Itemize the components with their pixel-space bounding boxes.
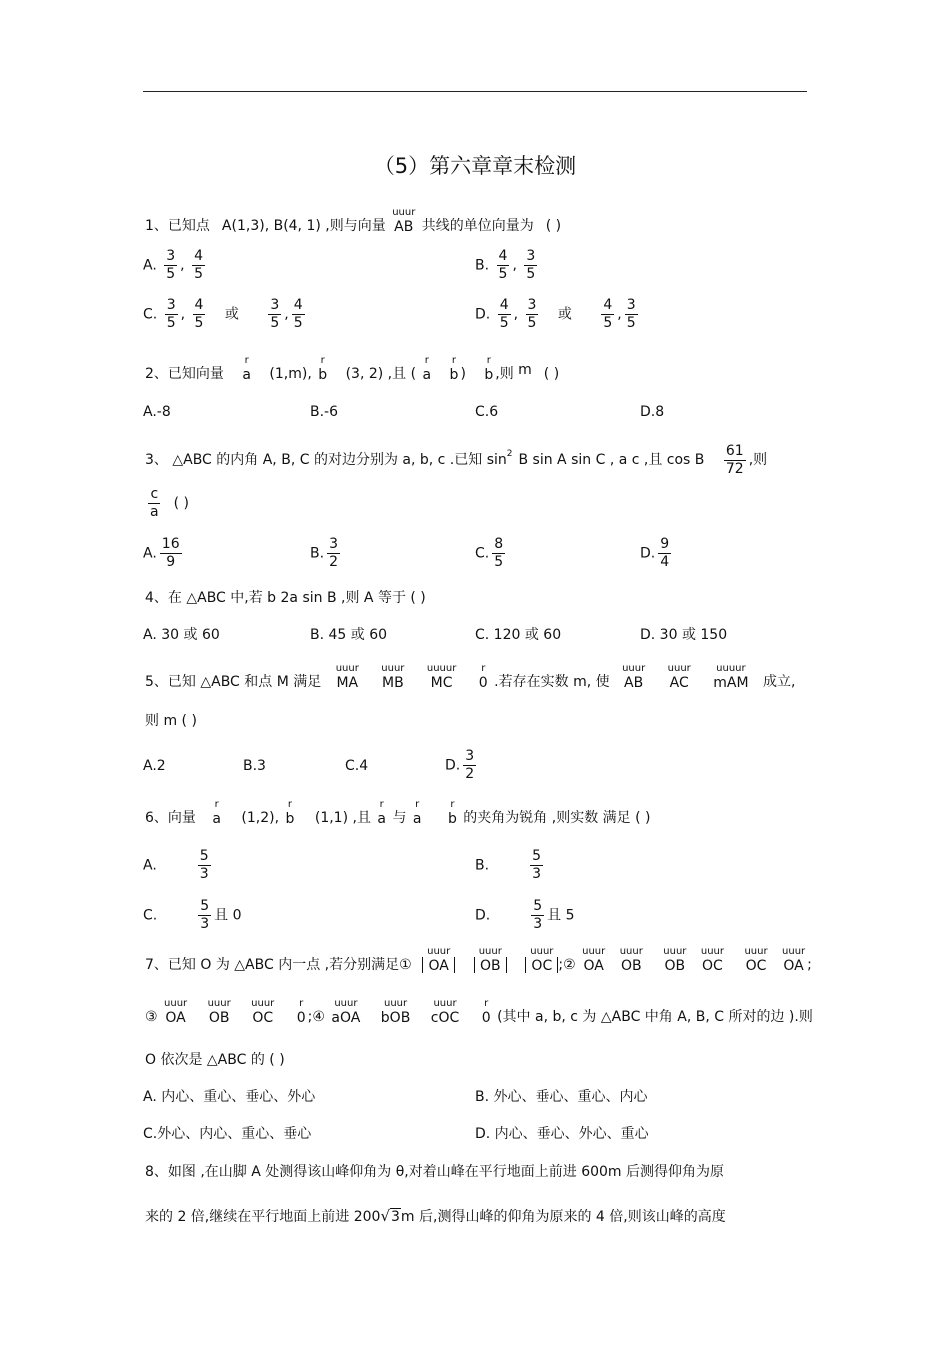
q4-option-d[interactable]: D. 30 或 150 [640, 627, 728, 643]
q4-option-c[interactable]: C. 120 或 60 [475, 627, 562, 643]
page-title: （5）第六章章末检测 [373, 154, 577, 178]
q6-option-c[interactable]: C. $\frac{5}{3}$ 且 0 [143, 898, 242, 932]
question-8: 8、如图 ,在山脚 A 处测得该山峰仰角为 θ,对着山峰在平行地面上前进 600m 后测得仰角为原 [145, 1164, 725, 1180]
q4-option-b[interactable]: B. 45 或 60 [310, 627, 388, 643]
question-3-line2: $\frac{c}{a}$ ( ) [150, 486, 189, 520]
q5-option-c[interactable]: C.4 [345, 758, 369, 774]
question-7-line2: ③ uuur OA uuur OB uuur OC r 0 ;④ uuur aOA uuur bOB uuur cOC r 0 (其中 a, b, c 为 △ABC 中角 A, B, C 所对的边 ).则 [145, 998, 813, 1026]
q4-option-a[interactable]: A. 30 或 60 [143, 627, 220, 643]
question-2: 2、已知向量 r a (1,m), r b (3, 2) ,且 ( r a r b ) r b ,则 m ( ) [145, 355, 560, 383]
q6-option-b[interactable]: B. $\frac{5}{3}$ [475, 848, 541, 882]
vector-a: r a [242, 355, 251, 383]
question-6: 6、向量 r a (1,2), r b (1,1) ,且 r a 与 r a r b 的夹角为锐角 ,则实数 满足 ( ) [145, 799, 651, 827]
q7-option-c[interactable]: C.外心、内心、重心、垂心 [143, 1126, 312, 1142]
question-1: 1、已知点 A(1,3), B(4, 1) ,则与向量 uuur AB 共线的单位向量为 ( ) [145, 207, 562, 235]
q2-option-b[interactable]: B.-6 [310, 404, 339, 420]
q3-option-a[interactable]: A. $\frac{16}{9}$ [143, 536, 180, 570]
q2-option-a[interactable]: A.-8 [143, 404, 171, 420]
q2-option-c[interactable]: C.6 [475, 404, 499, 420]
q7-option-a[interactable]: A. 内心、重心、垂心、外心 [143, 1089, 316, 1105]
q6-option-a[interactable]: A. $\frac{5}{3}$ [143, 848, 209, 882]
q7-option-b[interactable]: B. 外心、垂心、重心、内心 [475, 1089, 648, 1105]
vector-ab: uuur AB [392, 207, 416, 235]
q3-option-d[interactable]: D. $\frac{9}{4}$ [640, 536, 670, 570]
q1-option-d[interactable]: D. $\frac{4}{5}$ , $\frac{3}{5}$ 或 $\frac{4}{5}$ , $\frac{3}{5}$ [475, 297, 636, 331]
q1-option-c[interactable]: C. $\frac{3}{5}$ , $\frac{4}{5}$ 或 $\frac{3}{5}$ , $\frac{4}{5}$ [143, 297, 303, 331]
q1-option-a[interactable]: A. $\frac{3}{5}$ , $\frac{4}{5}$ [143, 248, 203, 282]
q1-option-b[interactable]: B. $\frac{4}{5}$ , $\frac{3}{5}$ [475, 248, 536, 282]
question-7: 7、已知 O 为 △ABC 内一点 ,若分别满足① uuur OA uuur OB uuur OC ;② uuur OA uuur OB uuur OB uuur OC uuur OC uuur OA ; [145, 946, 812, 974]
question-7-line3: O 依次是 △ABC 的 ( ) [145, 1052, 285, 1068]
question-8-line2: 来的 2 倍,继续在平行地面上前进 200√3m 后,测得山峰的仰角为原来的 4 倍,则该山峰的高度 [145, 1207, 726, 1225]
header-rule [143, 91, 807, 92]
question-5: 5、已知 △ABC 和点 M 满足 uuur MA uuur MB uuuur MC r 0 .若存在实数 m, 使 uuur AB uuur AC uuuur mAM 成立, [145, 663, 796, 691]
q6-option-d[interactable]: D. $\frac{5}{3}$ 且 5 [475, 898, 575, 932]
q3-option-b[interactable]: B. $\frac{3}{2}$ [310, 536, 338, 570]
question-4: 4、在 △ABC 中,若 b 2a sin B ,则 A 等于 ( ) [145, 590, 426, 606]
vector-b: r b [318, 355, 328, 383]
q5-option-d[interactable]: D. $\frac{3}{2}$ [445, 748, 475, 782]
question-3: 3、 △ABC 的内角 A, B, C 的对边分别为 a, b, c .已知 $\sin^2 B$ sin A sin C , a c ,且 cos B $\frac{61}{72}$ ,则 [145, 442, 768, 477]
q5-option-a[interactable]: A.2 [143, 758, 166, 774]
q2-option-d[interactable]: D.8 [640, 404, 665, 420]
q3-option-c[interactable]: C. $\frac{8}{5}$ [475, 536, 504, 570]
question-5-line2: 则 m ( ) [145, 713, 197, 729]
q7-option-d[interactable]: D. 内心、垂心、外心、重心 [475, 1126, 649, 1142]
q5-option-b[interactable]: B.3 [243, 758, 266, 774]
